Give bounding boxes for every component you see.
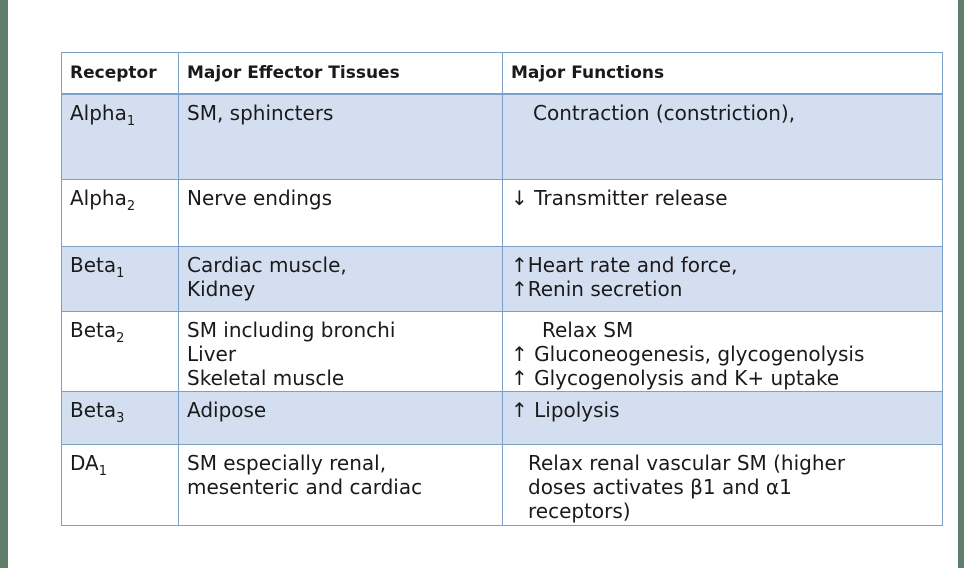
table-row: [62, 94, 943, 180]
function-line: receptors): [528, 499, 631, 523]
receptor-subscript: 1: [126, 114, 136, 129]
functions-cell: [503, 180, 943, 247]
function-line: Contraction (constriction),: [533, 101, 796, 125]
function-line: ↑ Glycogenolysis and K+ uptake: [511, 366, 840, 390]
receptor-subscript: 2: [126, 199, 136, 214]
functions-cell: [503, 445, 943, 526]
receptor-cell: [62, 94, 179, 180]
function-line: ↑Heart rate and force,: [511, 253, 738, 277]
tissue-line: Adipose: [187, 398, 267, 422]
functions-cell: [503, 312, 943, 392]
functions-cell: [503, 94, 943, 180]
table-row: [62, 445, 943, 526]
tissues-cell: [179, 312, 503, 392]
function-line: ↑Renin secretion: [511, 277, 683, 301]
receptor-name: DA: [70, 451, 99, 475]
tissue-line: Liver: [187, 342, 237, 366]
function-line: Relax renal vascular SM (higher: [528, 451, 846, 475]
functions-cell: [503, 247, 943, 312]
right-frame-edge: [958, 0, 964, 568]
receptor-subscript: 1: [98, 464, 108, 479]
header-receptor: Receptor: [62, 53, 179, 95]
left-frame-edge: [0, 0, 8, 568]
receptor-name: Beta: [70, 318, 117, 342]
table-row: [62, 392, 943, 445]
receptor-cell: [62, 247, 179, 312]
receptor-name: Alpha: [70, 101, 127, 125]
tissue-line: SM including bronchi: [187, 318, 396, 342]
table-row: [62, 247, 943, 312]
table-row: [62, 312, 943, 392]
tissues-cell: [179, 445, 503, 526]
receptor-name: Beta: [70, 398, 117, 422]
receptor-cell: [62, 312, 179, 392]
functions-cell: [503, 392, 943, 445]
tissues-cell: [179, 180, 503, 247]
tissues-cell: [179, 392, 503, 445]
tissue-line: Cardiac muscle,: [187, 253, 347, 277]
receptor-cell: [62, 392, 179, 445]
header-row: [62, 53, 943, 95]
table-row: [62, 180, 943, 247]
tissue-line: Nerve endings: [187, 186, 333, 210]
receptor-subscript: 1: [116, 266, 125, 281]
tissue-line: SM especially renal,: [187, 451, 387, 475]
function-line: Relax SM: [542, 318, 634, 342]
tissue-line: mesenteric and cardiac: [187, 475, 423, 499]
tissue-line: SM, sphincters: [187, 101, 334, 125]
tissues-cell: [179, 94, 503, 180]
receptor-name: Alpha: [70, 186, 127, 210]
tissues-cell: [179, 247, 503, 312]
receptor-subscript: 2: [116, 331, 125, 346]
function-line: ↑ Lipolysis: [511, 398, 620, 422]
function-line: doses activates β1 and α1: [528, 475, 792, 499]
header-functions: Major Functions: [503, 53, 943, 95]
function-line: ↑ Gluconeogenesis, glycogenolysis: [511, 342, 865, 366]
tissue-line: Kidney: [187, 277, 256, 301]
receptor-name: Beta: [70, 253, 117, 277]
receptor-subscript: 3: [116, 411, 125, 426]
tissue-line: Skeletal muscle: [187, 366, 345, 390]
receptor-table: [61, 52, 943, 526]
receptor-cell: [62, 445, 179, 526]
function-line: ↓ Transmitter release: [511, 186, 728, 210]
header-tissues: Major Effector Tissues: [179, 53, 503, 95]
receptor-cell: [62, 180, 179, 247]
